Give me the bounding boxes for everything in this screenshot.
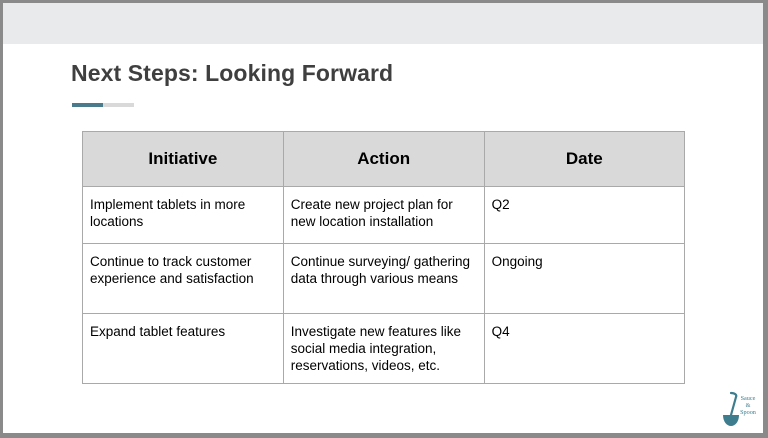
title-accent-fill <box>72 103 103 107</box>
header-band <box>3 3 763 44</box>
table-row <box>83 244 685 314</box>
date-cell: Q4 <box>484 314 684 384</box>
table-row <box>83 314 685 384</box>
title-accent-bar <box>72 103 134 107</box>
initiative-cell: Expand tablet features <box>83 314 284 384</box>
slide-title: Next Steps: Looking Forward <box>71 60 394 86</box>
sauce-and-spoon-logo <box>719 391 757 429</box>
date-cell: Ongoing <box>484 244 684 314</box>
slide <box>3 3 763 433</box>
column-header-initiative: Initiative <box>83 132 284 187</box>
logo-text-spoon: Spoon <box>740 409 756 416</box>
column-header-date: Date <box>484 132 684 187</box>
date-cell: Q2 <box>484 187 684 244</box>
table-row <box>83 187 685 244</box>
logo-text-sauce: Sauce <box>740 395 756 402</box>
next-steps-table <box>82 131 685 384</box>
action-cell: Create new project plan for new location installation <box>283 187 484 244</box>
initiative-cell: Implement tablets in more locations <box>83 187 284 244</box>
spoon-icon <box>723 393 739 426</box>
column-header-action: Action <box>283 132 484 187</box>
initiative-cell: Continue to track customer experience and satisfaction <box>83 244 284 314</box>
action-cell: Continue surveying/ gathering data through various means <box>283 244 484 314</box>
logo-text-ampersand: & <box>745 402 751 409</box>
action-cell: Investigate new features like social media integration, reservations, videos, etc. <box>283 314 484 384</box>
table-header-row <box>83 132 685 187</box>
